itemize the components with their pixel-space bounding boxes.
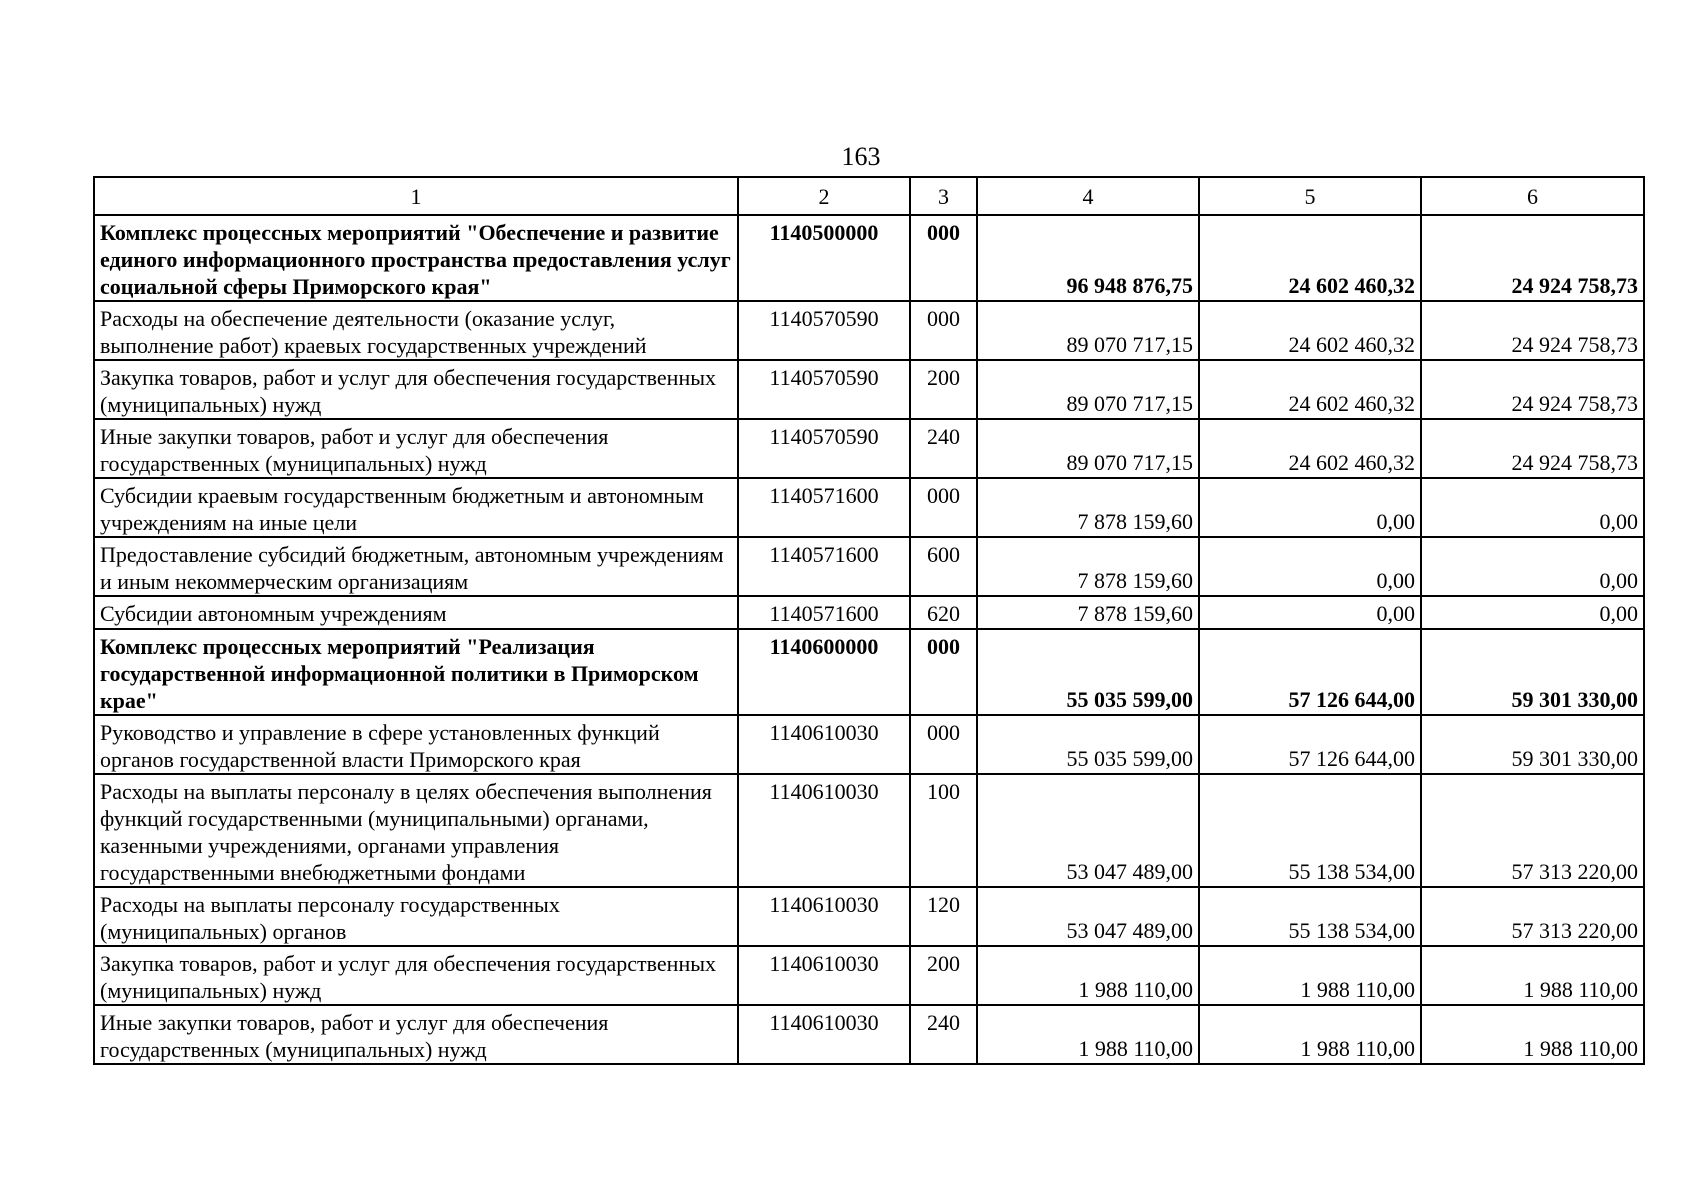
row-value-col5: 24 602 460,32 [1199, 215, 1421, 301]
row-name: Расходы на выплаты персоналу государственных (муниципальных) органов [94, 887, 738, 946]
table-row [94, 301, 1644, 360]
row-value-col4: 89 070 717,15 [977, 419, 1199, 478]
table-row [94, 1005, 1644, 1064]
row-value-col5: 55 138 534,00 [1199, 774, 1421, 887]
row-expense-type: 000 [910, 301, 977, 360]
row-value-col5: 24 602 460,32 [1199, 419, 1421, 478]
table-row [94, 629, 1644, 715]
row-name: Руководство и управление в сфере установленных функций органов государственной власти Приморского края [94, 715, 738, 774]
table-row [94, 360, 1644, 419]
row-name: Предоставление субсидий бюджетным, автономным учреждениям и иным некоммерческим организациям [94, 537, 738, 596]
row-code: 1140571600 [738, 478, 910, 537]
row-expense-type: 000 [910, 215, 977, 301]
row-value-col6: 57 313 220,00 [1421, 887, 1644, 946]
row-value-col4: 96 948 876,75 [977, 215, 1199, 301]
row-value-col6: 0,00 [1421, 478, 1644, 537]
row-name: Иные закупки товаров, работ и услуг для обеспечения государственных (муниципальных) нужд [94, 419, 738, 478]
row-value-col6: 59 301 330,00 [1421, 629, 1644, 715]
row-value-col6: 24 924 758,73 [1421, 301, 1644, 360]
row-expense-type: 100 [910, 774, 977, 887]
row-code: 1140610030 [738, 887, 910, 946]
column-number-row [94, 177, 1644, 215]
table-row [94, 596, 1644, 629]
table-row [94, 774, 1644, 887]
row-expense-type: 000 [910, 478, 977, 537]
row-value-col4: 7 878 159,60 [977, 596, 1199, 629]
row-value-col5: 0,00 [1199, 537, 1421, 596]
row-value-col6: 24 924 758,73 [1421, 360, 1644, 419]
column-number: 2 [738, 177, 910, 215]
row-expense-type: 600 [910, 537, 977, 596]
row-name: Субсидии краевым государственным бюджетным и автономным учреждениям на иные цели [94, 478, 738, 537]
row-code: 1140570590 [738, 301, 910, 360]
row-value-col4: 7 878 159,60 [977, 537, 1199, 596]
row-name: Комплекс процессных мероприятий "Реализация государственной информационной политики в Приморском крае" [94, 629, 738, 715]
table-row [94, 478, 1644, 537]
column-number: 6 [1421, 177, 1644, 215]
row-expense-type: 240 [910, 419, 977, 478]
row-value-col5: 57 126 644,00 [1199, 715, 1421, 774]
row-name: Закупка товаров, работ и услуг для обеспечения государственных (муниципальных) нужд [94, 946, 738, 1005]
table-row [94, 215, 1644, 301]
budget-table [93, 176, 1645, 1065]
column-number: 5 [1199, 177, 1421, 215]
page-number: 163 [841, 142, 881, 171]
row-value-col4: 55 035 599,00 [977, 715, 1199, 774]
row-expense-type: 620 [910, 596, 977, 629]
row-value-col4: 53 047 489,00 [977, 774, 1199, 887]
row-code: 1140600000 [738, 629, 910, 715]
row-value-col5: 1 988 110,00 [1199, 1005, 1421, 1064]
row-value-col6: 0,00 [1421, 537, 1644, 596]
row-name: Закупка товаров, работ и услуг для обеспечения государственных (муниципальных) нужд [94, 360, 738, 419]
row-code: 1140610030 [738, 774, 910, 887]
row-value-col4: 1 988 110,00 [977, 1005, 1199, 1064]
row-value-col6: 0,00 [1421, 596, 1644, 629]
row-name: Субсидии автономным учреждениям [94, 596, 738, 629]
table-row [94, 946, 1644, 1005]
column-number: 1 [94, 177, 738, 215]
row-name: Расходы на обеспечение деятельности (оказание услуг, выполнение работ) краевых государственных учреждений [94, 301, 738, 360]
row-expense-type: 000 [910, 715, 977, 774]
row-value-col6: 1 988 110,00 [1421, 946, 1644, 1005]
table-row [94, 715, 1644, 774]
row-code: 1140570590 [738, 360, 910, 419]
row-value-col5: 57 126 644,00 [1199, 629, 1421, 715]
row-value-col6: 24 924 758,73 [1421, 419, 1644, 478]
row-value-col5: 0,00 [1199, 596, 1421, 629]
row-name: Иные закупки товаров, работ и услуг для обеспечения государственных (муниципальных) нужд [94, 1005, 738, 1064]
row-code: 1140500000 [738, 215, 910, 301]
row-value-col4: 53 047 489,00 [977, 887, 1199, 946]
row-value-col5: 55 138 534,00 [1199, 887, 1421, 946]
row-value-col4: 1 988 110,00 [977, 946, 1199, 1005]
row-code: 1140610030 [738, 1005, 910, 1064]
row-name: Комплекс процессных мероприятий "Обеспечение и развитие единого информационного пространства предоставления услуг социальной сферы Приморского края" [94, 215, 738, 301]
row-code: 1140610030 [738, 946, 910, 1005]
row-value-col4: 89 070 717,15 [977, 301, 1199, 360]
row-value-col6: 24 924 758,73 [1421, 215, 1644, 301]
row-name: Расходы на выплаты персоналу в целях обеспечения выполнения функций государственными (муниципальными) органами, казенными учреждениями, органами управления государственными внебюджетными фондами [94, 774, 738, 887]
row-value-col4: 89 070 717,15 [977, 360, 1199, 419]
row-code: 1140571600 [738, 537, 910, 596]
table-row [94, 419, 1644, 478]
row-expense-type: 240 [910, 1005, 977, 1064]
row-value-col5: 24 602 460,32 [1199, 360, 1421, 419]
row-expense-type: 200 [910, 360, 977, 419]
row-code: 1140571600 [738, 596, 910, 629]
row-value-col4: 55 035 599,00 [977, 629, 1199, 715]
row-value-col6: 1 988 110,00 [1421, 1005, 1644, 1064]
row-code: 1140570590 [738, 419, 910, 478]
column-number: 3 [910, 177, 977, 215]
row-value-col4: 7 878 159,60 [977, 478, 1199, 537]
row-value-col6: 59 301 330,00 [1421, 715, 1644, 774]
row-value-col5: 0,00 [1199, 478, 1421, 537]
row-expense-type: 000 [910, 629, 977, 715]
column-number: 4 [977, 177, 1199, 215]
table-row [94, 887, 1644, 946]
row-code: 1140610030 [738, 715, 910, 774]
row-expense-type: 200 [910, 946, 977, 1005]
table-row [94, 537, 1644, 596]
row-value-col5: 24 602 460,32 [1199, 301, 1421, 360]
row-value-col5: 1 988 110,00 [1199, 946, 1421, 1005]
row-expense-type: 120 [910, 887, 977, 946]
row-value-col6: 57 313 220,00 [1421, 774, 1644, 887]
